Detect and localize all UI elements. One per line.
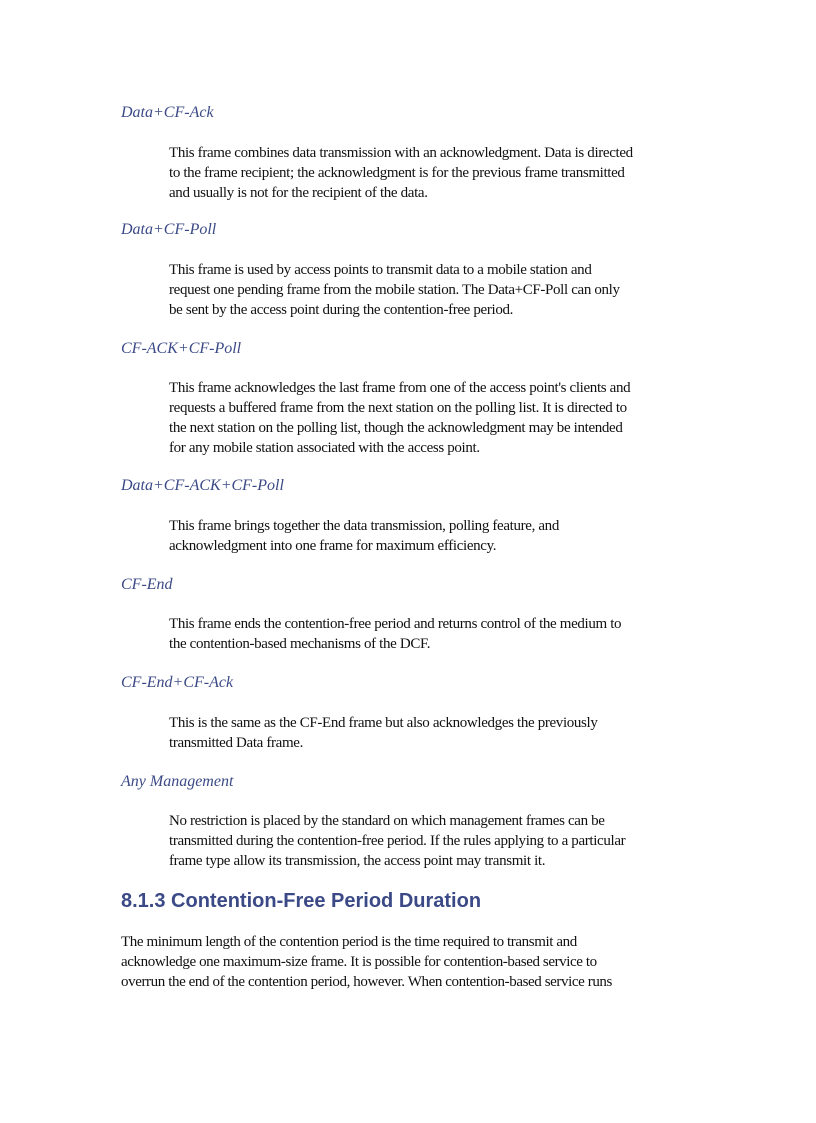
term-data-cf-ack: Data+CF-Ack <box>121 104 214 121</box>
term-data-cf-poll: Data+CF-Poll <box>121 221 217 238</box>
term-any-management: Any Management <box>121 773 234 790</box>
body-line: acknowledge one maximum-size frame. It is possible for contention-based service to <box>121 954 597 970</box>
definition-line: This is the same as the CF-End frame but also acknowledges the previously <box>169 715 598 731</box>
definition-cf-end-cf-ack <box>169 713 669 753</box>
definition-line: This frame brings together the data transmission, polling feature, and <box>169 518 559 534</box>
body-line: overrun the end of the contention period, however. When contention-based service runs <box>121 974 612 990</box>
definition-line: the contention-based mechanisms of the DCF. <box>169 636 431 652</box>
term-data-cf-ack-cf-poll: Data+CF-ACK+CF-Poll <box>121 477 284 494</box>
definition-line: to the frame recipient; the acknowledgment is for the previous frame transmitted <box>169 165 625 181</box>
definition-line: frame type allow its transmission, the access point may transmit it. <box>169 853 546 869</box>
term-cf-end: CF-End <box>121 576 173 593</box>
definition-line: and usually is not for the recipient of the data. <box>169 185 428 201</box>
term-cf-ack-cf-poll: CF-ACK+CF-Poll <box>121 340 242 357</box>
definition-line: transmitted Data frame. <box>169 735 303 751</box>
definition-line: requests a buffered frame from the next station on the polling list. It is directed to <box>169 400 627 416</box>
definition-line: This frame ends the contention-free period and returns control of the medium to <box>169 616 622 632</box>
definition-line: the next station on the polling list, though the acknowledgment may be intended <box>169 420 623 436</box>
definition-line: be sent by the access point during the contention-free period. <box>169 302 514 318</box>
section-heading: 8.1.3 Contention-Free Period Duration <box>121 890 482 912</box>
body-line: The minimum length of the contention period is the time required to transmit and <box>121 934 577 950</box>
section-body-paragraph <box>121 932 681 992</box>
definition-cf-end <box>169 614 669 654</box>
definition-line: acknowledgment into one frame for maximum efficiency. <box>169 538 497 554</box>
definition-cf-ack-cf-poll <box>169 378 669 458</box>
term-cf-end-cf-ack: CF-End+CF-Ack <box>121 674 234 691</box>
definition-line: This frame acknowledges the last frame from one of the access point's clients and <box>169 380 631 396</box>
definition-line: This frame combines data transmission with an acknowledgment. Data is directed <box>169 145 633 161</box>
definition-data-cf-poll <box>169 260 669 320</box>
definition-any-management <box>169 811 669 871</box>
definition-line: transmitted during the contention-free period. If the rules applying to a particular <box>169 833 626 849</box>
definition-line: No restriction is placed by the standard on which management frames can be <box>169 813 605 829</box>
definition-data-cf-ack <box>169 143 669 203</box>
definition-line: for any mobile station associated with the access point. <box>169 440 480 456</box>
definition-line: request one pending frame from the mobile station. The Data+CF-Poll can only <box>169 282 620 298</box>
definition-data-cf-ack-cf-poll <box>169 516 669 556</box>
definition-line: This frame is used by access points to transmit data to a mobile station and <box>169 262 592 278</box>
